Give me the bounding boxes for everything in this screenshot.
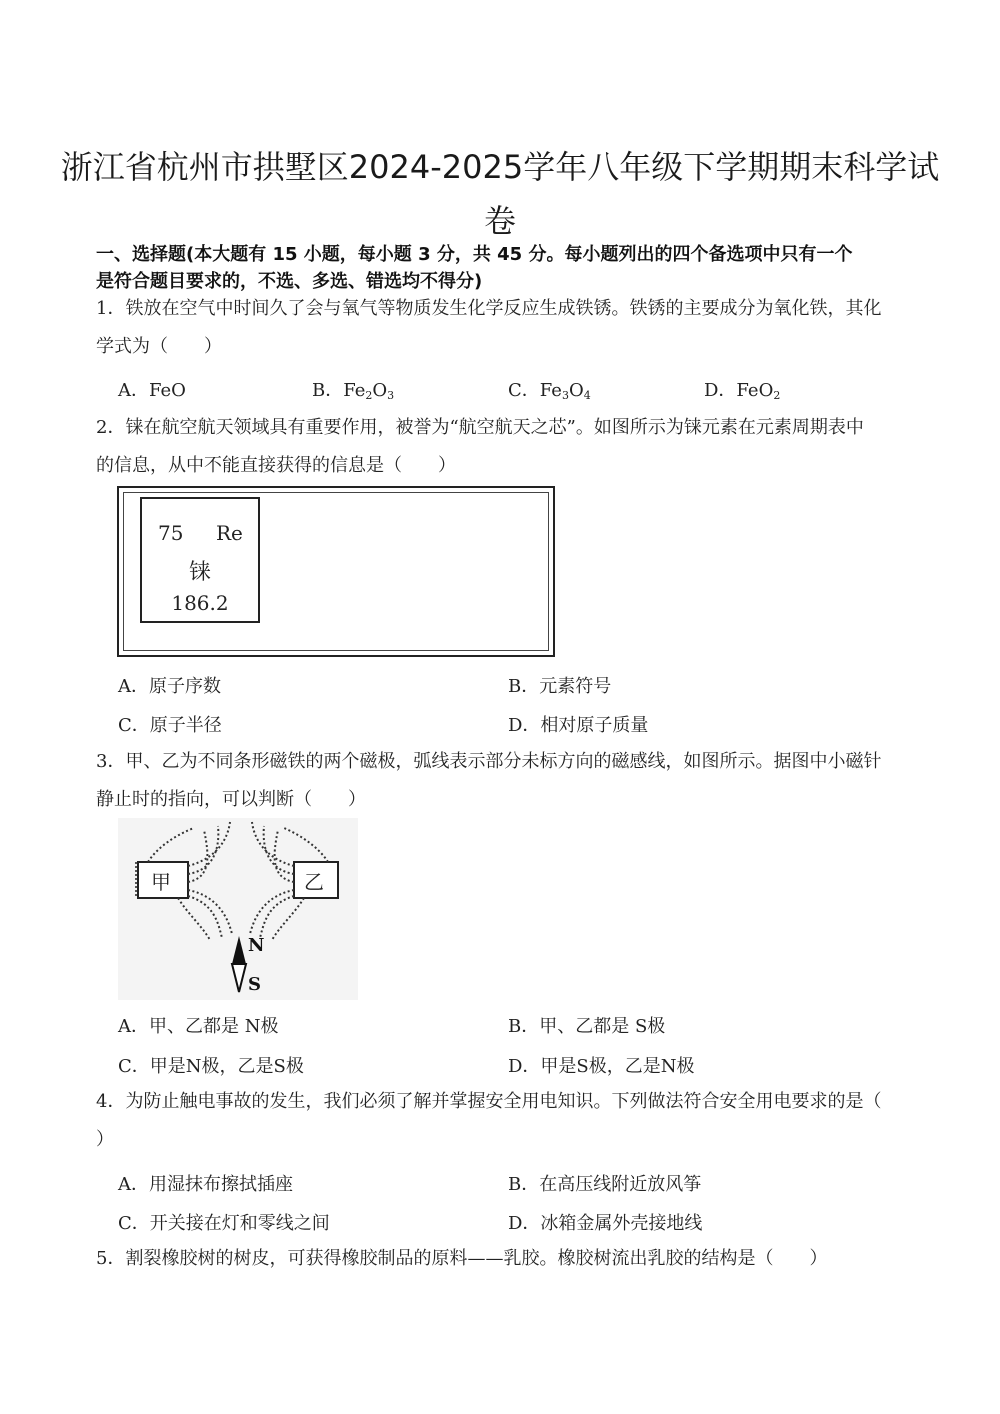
- q1-option-b-sub1: 2: [365, 389, 373, 402]
- q3-option-d: D．甲是S极，乙是N极: [508, 1056, 695, 1077]
- q1-option-d-sub: 2: [773, 389, 781, 402]
- q2-option-a: A．原子序数: [118, 676, 221, 697]
- needle-s-label: S: [248, 974, 261, 995]
- q1-option-b-mid: O: [372, 380, 388, 401]
- q1-option-b: [312, 376, 394, 402]
- question-4: [96, 1083, 906, 1159]
- page-title-continued: 卷: [483, 202, 516, 240]
- section-heading-line2: 是符合题目要求的，不选、多选、错选均不得分): [96, 271, 483, 292]
- pole-jia-label: 甲: [151, 870, 171, 894]
- q4-option-a: A．用湿抹布擦拭插座: [118, 1174, 293, 1195]
- figure-frame: [123, 492, 549, 651]
- question-1-line1: 1．铁放在空气中时间久了会与氧气等物质发生化学反应生成铁锈。铁锈的主要成分为氧化铁，其化: [96, 298, 882, 319]
- q1-option-d-text: D．FeO: [704, 380, 774, 401]
- question-3: [96, 743, 906, 819]
- question-3-line1: 3．甲、乙为不同条形磁铁的两个磁极，弧线表示部分未标方向的磁感线，如图所示。据图中小磁针: [96, 751, 882, 772]
- q1-option-b-text: B．Fe: [312, 380, 366, 401]
- section-heading-line1: 一、选择题(本大题有 15 小题，每小题 3 分，共 45 分。每小题列出的四个备选项中只有一个: [96, 244, 853, 265]
- atomic-mass: 186.2: [171, 591, 229, 615]
- page-title: 浙江省杭州市拱墅区2024-2025学年八年级下学期期末科学试: [60, 148, 940, 186]
- q1-option-c-text: C．Fe: [508, 380, 562, 401]
- question-1-line2: 学式为（ ）: [96, 336, 222, 357]
- question-5-line1: 5．割裂橡胶树的树皮，可获得橡胶制品的原料——乳胶。橡胶树流出乳胶的结构是（ ）: [96, 1248, 828, 1269]
- question-2: [96, 409, 906, 485]
- pole-yi-label: 乙: [304, 870, 324, 894]
- q4-option-b: B．在高压线附近放风筝: [508, 1174, 702, 1195]
- question-2-line1: 2．铼在航空航天领域具有重要作用，被誉为“航空航天之芯”。如图所示为铼元素在元素周期表中: [96, 417, 864, 438]
- section-heading: [96, 241, 916, 295]
- q4-option-d: D．冰箱金属外壳接地线: [508, 1213, 703, 1234]
- element-name: 铼: [188, 560, 211, 585]
- q3-option-c: C．甲是N极，乙是S极: [118, 1056, 304, 1077]
- question-5: [96, 1240, 906, 1278]
- question-4-line1: 4．为防止触电事故的发生，我们必须了解并掌握安全用电知识。下列做法符合安全用电要求的是（: [96, 1091, 882, 1112]
- q1-option-b-sub2: 3: [387, 389, 395, 402]
- magnet-field-figure: [118, 818, 358, 1000]
- question-2-line2: 的信息，从中不能直接获得的信息是（ ）: [96, 455, 456, 476]
- q2-option-b: B．元素符号: [508, 676, 612, 697]
- q1-option-d: [704, 376, 780, 402]
- magnet-field-diagram: [118, 818, 358, 1000]
- q1-option-c: [508, 376, 591, 402]
- question-4-line2: ）: [96, 1129, 114, 1150]
- element-card-figure: [117, 486, 555, 657]
- needle-n-label: N: [248, 935, 265, 956]
- q1-option-c-mid: O: [568, 380, 584, 401]
- needle-north-half: [232, 936, 246, 964]
- element-symbol: Re: [216, 521, 243, 545]
- q1-option-c-sub1: 3: [561, 389, 569, 402]
- q3-option-a: A．甲、乙都是 N极: [118, 1016, 279, 1037]
- q2-option-d: D．相对原子质量: [508, 715, 649, 736]
- q3-option-b: B．甲、乙都是 S极: [508, 1016, 666, 1037]
- question-3-line2: 静止时的指向，可以判断（ ）: [96, 789, 366, 810]
- atomic-number: 75: [158, 521, 184, 545]
- q1-option-a: A．FeO: [118, 380, 186, 401]
- q1-option-c-sub2: 4: [583, 389, 591, 402]
- q2-option-c: C．原子半径: [118, 715, 222, 736]
- element-cell: [140, 497, 260, 623]
- question-1: [96, 290, 906, 366]
- q4-option-c: C．开关接在灯和零线之间: [118, 1213, 330, 1234]
- needle-south-half: [232, 964, 246, 992]
